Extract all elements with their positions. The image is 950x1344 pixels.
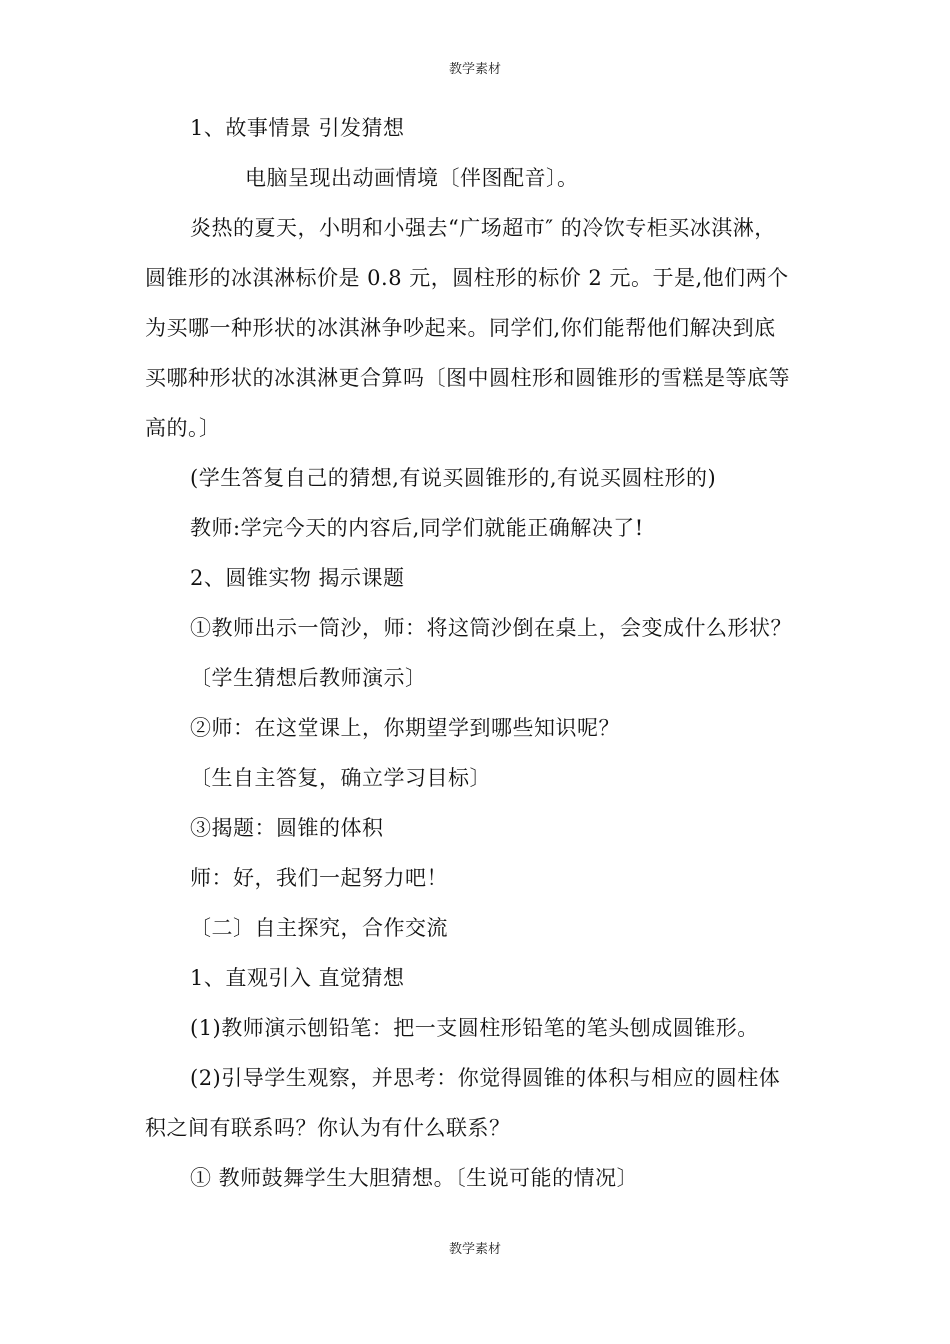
paragraph-line: ③揭题：圆锥的体积: [190, 816, 384, 840]
paragraph-line: 〔生自主答复，确立学习目标〕: [190, 766, 491, 790]
document-body: [145, 103, 810, 1203]
paragraph-line: ①教师出示一筒沙，师：将这筒沙倒在桌上，会变成什么形状？: [190, 616, 792, 640]
paragraph-line: (1)教师演示刨铅笔：把一支圆柱形铅笔的笔头刨成圆锥形。: [190, 1016, 759, 1040]
paragraph-line: 教师:学完今天的内容后,同学们就能正确解决了!: [190, 516, 644, 540]
paragraph-line: (2)引导学生观察，并思考：你觉得圆锥的体积与相应的圆柱体: [190, 1066, 781, 1090]
section-heading: 1、直观引入 直觉猜想: [190, 966, 405, 990]
paragraph-line: 圆锥形的冰淇淋标价是 0.8 元，圆柱形的标价 2 元。于是,他们两个: [145, 266, 789, 290]
page-header: 教学素材: [448, 62, 501, 77]
paragraph-line: 师：好，我们一起努力吧！: [190, 866, 448, 890]
paragraph-line: ① 教师鼓舞学生大胆猜想。〔生说可能的情况〕: [190, 1166, 639, 1190]
paragraph-line: (学生答复自己的猜想,有说买圆锥形的,有说买圆柱形的): [190, 466, 717, 490]
paragraph-line: 电脑呈现出动画情境〔伴图配音〕。: [245, 166, 579, 190]
paragraph-line: 买哪种形状的冰淇淋更合算吗〔图中圆柱形和圆锥形的雪糕是等底等: [145, 366, 790, 390]
paragraph-line: ②师：在这堂课上，你期望学到哪些知识呢？: [190, 716, 620, 740]
paragraph-line: 1、故事情景 引发猜想: [190, 116, 405, 140]
section-heading: 〔二〕自主探究，合作交流: [190, 916, 448, 940]
paragraph-line: 为买哪一种形状的冰淇淋争吵起来。同学们,你们能帮他们解决到底: [145, 316, 776, 340]
page-footer: 教学素材: [448, 1242, 501, 1257]
paragraph-line: 〔学生猜想后教师演示〕: [190, 666, 427, 690]
paragraph-line: 炎热的夏天，小明和小强去“广场超市″ 的冷饮专柜买冰淇淋，: [190, 216, 776, 240]
paragraph-line: 高的。〕: [145, 416, 221, 440]
section-heading: 2、圆锥实物 揭示课题: [190, 566, 405, 590]
paragraph-line: 积之间有联系吗？你认为有什么联系？: [145, 1116, 511, 1140]
